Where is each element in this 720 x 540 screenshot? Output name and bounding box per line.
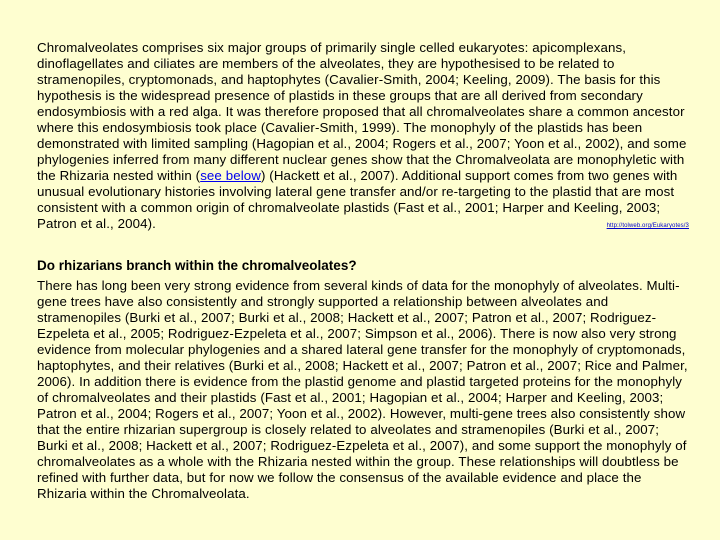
paragraph1-text-end: ) (Hackett et al., 2007). Additional support comes from two genes with unusual evolutionary histories involving lateral gene transfer and/or re-targeting to the plastid that are most consistent with a common origin of chromalveolate plastids (Fast et al., 2001; Harper and Keeling, 2003; Patron et al., 2004). (37, 168, 678, 231)
paragraph-rhizarians: There has long been very strong evidence from several kinds of data for the monophyly of alveolates. Multi-gene trees have also consistently and strongly supported a relationship between alveolates and stramenopiles (Burki et al., 2007; Burki et al., 2008; Hackett et al., 2007; Patron et al., 2007; Rodriguez-Ezpeleta et al., 2005; Rodriguez-Ezpeleta et al., 2007; Simpson et al., 2006). There is now also very strong evidence from molecular phylogenies and a shared lateral gene transfer for the monophyly of cryptomonads, haptophytes, and their relatives (Burki et al., 2008; Hackett et al., 2007; Patron et al., 2007; Rice and Palmer, 2006). In addition there is evidence from the plastid genome and plastid targeted proteins for the monophyly of chromalveolates and their plastids (Fast et al., 2001; Hagopian et al., 2004; Harper and Keeling, 2003; Patron et al., 2004; Rogers et al., 2007; Yoon et al., 2002). However, multi-gene trees also consistently show that the entire rhizarian supergroup is closely related to alveolates and stramenopiles (Burki et al., 2007; Burki et al., 2008; Hackett et al., 2007; Rodriguez-Ezpeleta et al., 2007), and some support the monophyly of chromalveolates as a whole with the Rhizaria nested within the group. These relationships will doubtless be refined with further data, but for now we follow the consensus of the available evidence and place the Rhizaria within the Chromalveolata. (37, 278, 688, 501)
see-below-link[interactable]: see below (200, 168, 261, 183)
paragraph1-text-start: Chromalveolates comprises six major groups of primarily single celled eukaryotes: apicomplexans, dinoflagellates and ciliates are members of the alveolates, they are hypothesised to be related to stramenopiles, cryptomonads, and haptophytes (Cavalier-Smith, 2004; Keeling, 2009). The basis for this hypothesis is the widespread presence of plastids in these groups that are all derived from secondary endosymbiosis with a red alga. It was therefore proposed that all chromalveolates share a common ancestor where this endosymbiosis took place (Cavalier-Smith, 1999). The monophyly of the plastids has been demonstrated with limited sampling (Hagopian et al., 2004; Rogers et al., 2007; Yoon et al., 2002), and some phylogenies inferred from many different nuclear genes show that the Chromalveolata are monophyletic with the Rhizaria nested within ( (37, 40, 687, 183)
section-heading: Do rhizarians branch within the chromalveolates? (37, 258, 357, 273)
source-url-link[interactable]: http://tolweb.org/Eukaryotes/3 (606, 223, 689, 229)
paragraph-chromalveolates-intro (37, 40, 689, 232)
